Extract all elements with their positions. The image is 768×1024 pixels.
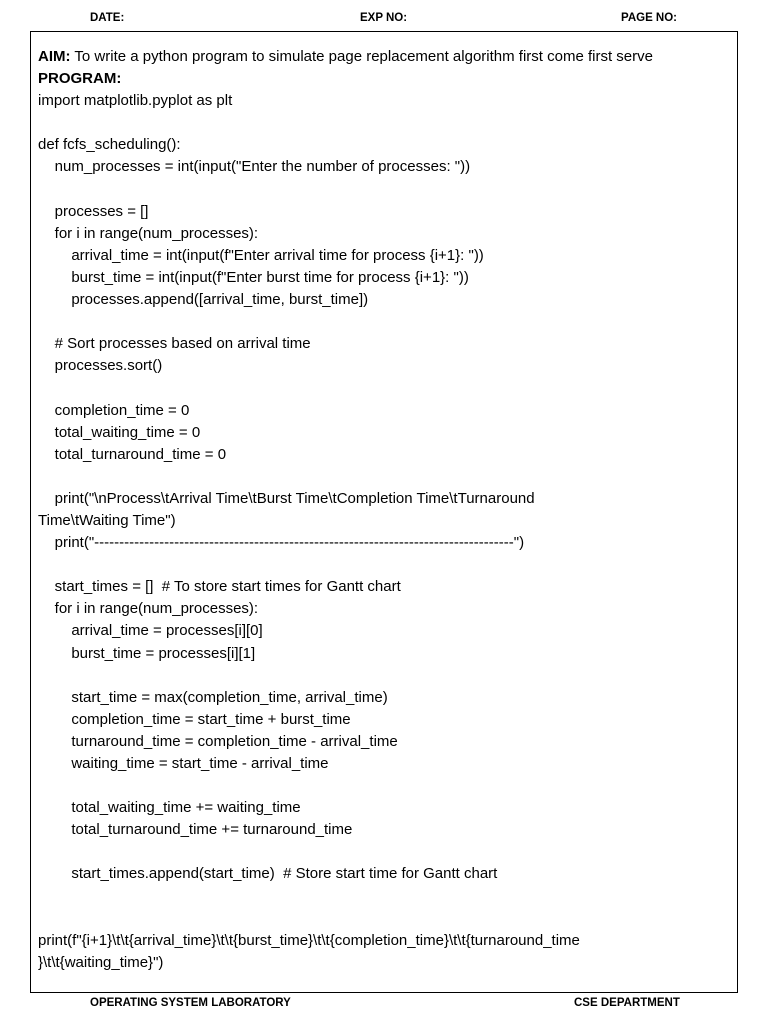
code-line: import matplotlib.pyplot as plt — [38, 92, 233, 110]
code-line — [38, 841, 729, 863]
code-line — [38, 908, 729, 930]
code-line — [38, 886, 729, 908]
code-line: print(f"{i+1}\t\t{arrival_time}\t\t{burst_time}\t\t{completion_time}\t\t{turnaround_time — [38, 931, 580, 949]
code-line: num_processes = int(input("Enter the number of processes: ")) — [38, 158, 471, 176]
code-line: turnaround_time = completion_time - arrival_time — [38, 732, 398, 750]
document-body — [38, 46, 729, 974]
code-line: Time\tWaiting Time") — [38, 511, 176, 529]
code-line: for i in range(num_processes): — [38, 224, 259, 242]
code-line: for i in range(num_processes): — [38, 600, 259, 618]
code-line: processes = [] — [38, 202, 149, 220]
code-line: print("\nProcess\tArrival Time\tBurst Time\tCompletion Time\tTurnaround — [38, 489, 535, 507]
footer-lab-name: OPERATING SYSTEM LABORATORY — [90, 997, 291, 1009]
code-line: burst_time = processes[i][1] — [38, 644, 256, 662]
header-page-no-label: PAGE NO: — [621, 12, 678, 24]
code-line — [38, 554, 729, 576]
aim-label: AIM: — [38, 48, 71, 65]
code-line — [38, 377, 729, 399]
code-line — [38, 112, 729, 134]
code-line — [38, 311, 729, 333]
code-line: arrival_time = processes[i][0] — [38, 622, 263, 640]
aim-paragraph — [38, 46, 729, 68]
code-line: processes.sort() — [38, 357, 163, 375]
code-line: total_turnaround_time = 0 — [38, 445, 227, 463]
code-line: completion_time = start_time + burst_time — [38, 710, 351, 728]
code-line: waiting_time = start_time - arrival_time — [38, 755, 329, 772]
code-line — [38, 775, 729, 797]
code-line: total_turnaround_time += turnaround_time — [38, 821, 353, 839]
page-border — [30, 31, 738, 993]
header-exp-no-label: EXP NO: — [360, 12, 408, 24]
code-line — [38, 466, 729, 488]
code-line: start_times.append(start_time) # Store start time for Gantt chart — [38, 865, 498, 883]
code-line: processes.append([arrival_time, burst_time]) — [38, 291, 369, 309]
code-line: }\t\t{waiting_time}") — [38, 953, 164, 971]
code-line: total_waiting_time = 0 — [38, 423, 201, 441]
code-line: burst_time = int(input(f"Enter burst time for process {i+1}: ")) — [38, 268, 469, 286]
code-line: completion_time = 0 — [38, 401, 190, 419]
program-label: PROGRAM: — [38, 70, 122, 88]
code-line: arrival_time = int(input(f"Enter arrival time for process {i+1}: ")) — [38, 246, 484, 264]
code-line: def fcfs_scheduling(): — [38, 136, 181, 154]
code-line: print("------------------------------------------------------------------------------------") — [38, 534, 525, 552]
code-line: start_times = [] # To store start times for Gantt chart — [38, 578, 401, 596]
code-line: # Sort processes based on arrival time — [38, 335, 311, 353]
header-date-label: DATE: — [90, 12, 125, 24]
code-line — [38, 179, 729, 201]
footer-department: CSE DEPARTMENT — [574, 997, 680, 1009]
code-block — [38, 90, 729, 974]
aim-text: To write a python program to simulate page replacement algorithm first come first serve — [70, 48, 653, 65]
code-line: total_waiting_time += waiting_time — [38, 799, 301, 817]
code-line: start_time = max(completion_time, arrival_time) — [38, 688, 388, 706]
code-line — [38, 665, 729, 687]
